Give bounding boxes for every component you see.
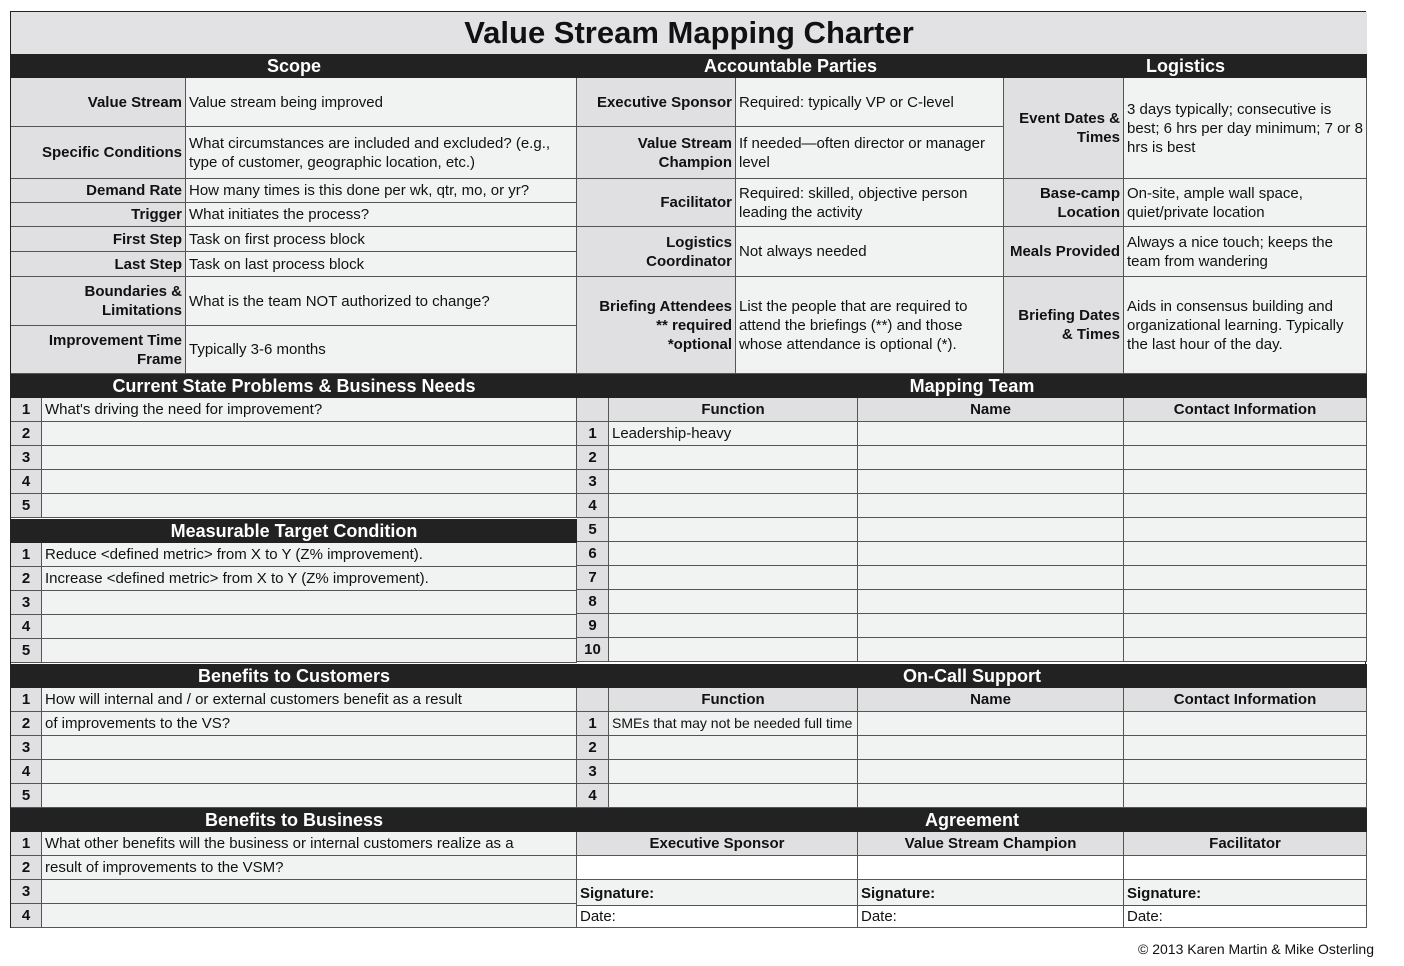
- on-call-function[interactable]: [609, 760, 858, 784]
- problems-number: 1: [11, 398, 42, 422]
- scope-label: Improvement Time Frame: [11, 326, 186, 374]
- target-row[interactable]: Increase <defined metric> from X to Y (Z% improvement).: [42, 567, 577, 591]
- scope-label: Value Stream: [11, 78, 186, 127]
- charter-sheet: [10, 11, 1366, 928]
- agreement-blank[interactable]: [577, 856, 858, 880]
- mapping-team-number: 2: [577, 446, 609, 470]
- accountable-label-line: ** required: [656, 316, 732, 334]
- logistics-value[interactable]: 3 days typically; consecutive is best; 6 hrs per day minimum; 7 or 8 hrs is best: [1124, 78, 1367, 179]
- mapping-team-name[interactable]: [858, 566, 1124, 590]
- page-title: Value Stream Mapping Charter: [11, 12, 1367, 54]
- mapping-team-corner: [577, 398, 609, 422]
- on-call-function[interactable]: SMEs that may not be needed full time: [609, 712, 858, 736]
- mapping-team-name[interactable]: [858, 614, 1124, 638]
- target-number: 4: [11, 615, 42, 639]
- agreement-role: Executive Sponsor: [577, 832, 858, 856]
- mapping-team-contact[interactable]: [1124, 422, 1367, 446]
- mapping-team-function[interactable]: [609, 542, 858, 566]
- accountable-value[interactable]: List the people that are required to attend the briefings (**) and those whose attendance is optional (*).: [736, 277, 1004, 374]
- mapping-team-function[interactable]: [609, 494, 858, 518]
- logistics-value[interactable]: Aids in consensus building and organizational learning. Typically the last hour of the day.: [1124, 277, 1367, 374]
- customers-number: 2: [11, 712, 42, 736]
- problems-number: 3: [11, 446, 42, 470]
- target-row[interactable]: Reduce <defined metric> from X to Y (Z% improvement).: [42, 543, 577, 567]
- target-number: 3: [11, 591, 42, 615]
- section-problems: Current State Problems & Business Needs: [11, 374, 577, 398]
- on-call-col-contact: Contact Information: [1124, 688, 1367, 712]
- scope-value[interactable]: What circumstances are included and excluded? (e.g., type of customer, geographic location, etc.): [186, 127, 577, 179]
- section-mapping-team: Mapping Team: [577, 374, 1367, 398]
- accountable-label: Facilitator: [577, 179, 736, 227]
- mapping-team-number: 6: [577, 542, 609, 566]
- problems-row[interactable]: [42, 446, 577, 470]
- scope-value[interactable]: What initiates the process?: [186, 203, 577, 227]
- section-scope: Scope: [11, 54, 577, 78]
- scope-value[interactable]: Task on last process block: [186, 252, 577, 277]
- scope-label: Boundaries & Limitations: [11, 277, 186, 326]
- mapping-team-function[interactable]: [609, 638, 858, 662]
- scope-label: Last Step: [11, 252, 186, 277]
- customers-row[interactable]: How will internal and / or external customers benefit as a result: [42, 688, 577, 712]
- accountable-label: Logistics Coordinator: [577, 227, 736, 277]
- accountable-value[interactable]: Required: typically VP or C-level: [736, 78, 1004, 127]
- business-row[interactable]: What other benefits will the business or internal customers realize as a: [42, 832, 577, 856]
- mapping-team-number: 10: [577, 638, 609, 662]
- business-row[interactable]: result of improvements to the VSM?: [42, 856, 577, 880]
- mapping-team-contact[interactable]: [1124, 494, 1367, 518]
- mapping-team-contact[interactable]: [1124, 518, 1367, 542]
- mapping-team-contact[interactable]: [1124, 542, 1367, 566]
- mapping-team-contact[interactable]: [1124, 470, 1367, 494]
- on-call-contact[interactable]: [1124, 736, 1367, 760]
- scope-value[interactable]: What is the team NOT authorized to change?: [186, 277, 577, 326]
- business-number: 3: [11, 880, 42, 904]
- mapping-team-function[interactable]: Leadership-heavy: [609, 422, 858, 446]
- accountable-value[interactable]: Not always needed: [736, 227, 1004, 277]
- scope-value[interactable]: Task on first process block: [186, 227, 577, 252]
- logistics-label: Event Dates & Times: [1004, 78, 1124, 179]
- section-on-call: On-Call Support: [577, 664, 1367, 688]
- customers-row[interactable]: of improvements to the VS?: [42, 712, 577, 736]
- problems-number: 5: [11, 494, 42, 518]
- logistics-label: Base-camp Location: [1004, 179, 1124, 227]
- mapping-team-contact[interactable]: [1124, 566, 1367, 590]
- accountable-value[interactable]: Required: skilled, objective person leading the activity: [736, 179, 1004, 227]
- target-number: 1: [11, 543, 42, 567]
- on-call-contact[interactable]: [1124, 712, 1367, 736]
- mapping-team-number: 7: [577, 566, 609, 590]
- accountable-label: Executive Sponsor: [577, 78, 736, 127]
- date-field[interactable]: Date:: [577, 906, 858, 928]
- mapping-team-col-name: Name: [858, 398, 1124, 422]
- business-number: 1: [11, 832, 42, 856]
- mapping-team-col-function: Function: [609, 398, 858, 422]
- signature-field[interactable]: Signature:: [1124, 880, 1367, 906]
- mapping-team-number: 9: [577, 614, 609, 638]
- customers-number: 4: [11, 760, 42, 784]
- on-call-function[interactable]: [609, 784, 858, 808]
- accountable-label: Value Stream Champion: [577, 127, 736, 179]
- target-row[interactable]: [42, 615, 577, 639]
- mapping-team-function[interactable]: [609, 470, 858, 494]
- mapping-team-name[interactable]: [858, 590, 1124, 614]
- date-field[interactable]: Date:: [858, 906, 1124, 928]
- scope-value[interactable]: How many times is this done per wk, qtr, mo, or yr?: [186, 179, 577, 203]
- on-call-number: 1: [577, 712, 609, 736]
- business-number: 2: [11, 856, 42, 880]
- signature-field[interactable]: Signature:: [858, 880, 1124, 906]
- mapping-team-name[interactable]: [858, 494, 1124, 518]
- mapping-team-name[interactable]: [858, 422, 1124, 446]
- agreement-role: Facilitator: [1124, 832, 1367, 856]
- agreement-blank[interactable]: [858, 856, 1124, 880]
- mapping-team-number: 5: [577, 518, 609, 542]
- problems-row[interactable]: [42, 470, 577, 494]
- scope-label: First Step: [11, 227, 186, 252]
- logistics-label: Briefing Dates & Times: [1004, 277, 1124, 374]
- customers-number: 3: [11, 736, 42, 760]
- mapping-team-name[interactable]: [858, 446, 1124, 470]
- mapping-team-contact[interactable]: [1124, 638, 1367, 662]
- logistics-value[interactable]: On-site, ample wall space, quiet/private location: [1124, 179, 1367, 227]
- mapping-team-function[interactable]: [609, 614, 858, 638]
- mapping-team-function[interactable]: [609, 566, 858, 590]
- logistics-label: Meals Provided: [1004, 227, 1124, 277]
- mapping-team-name[interactable]: [858, 518, 1124, 542]
- customers-row[interactable]: [42, 784, 577, 808]
- on-call-contact[interactable]: [1124, 784, 1367, 808]
- mapping-team-number: 1: [577, 422, 609, 446]
- customers-number: 5: [11, 784, 42, 808]
- section-business: Benefits to Business: [11, 808, 577, 832]
- target-number: 2: [11, 567, 42, 591]
- on-call-col-function: Function: [609, 688, 858, 712]
- on-call-name[interactable]: [858, 712, 1124, 736]
- on-call-col-name: Name: [858, 688, 1124, 712]
- date-field[interactable]: Date:: [1124, 906, 1367, 928]
- mapping-team-number: 8: [577, 590, 609, 614]
- scope-value[interactable]: Value stream being improved: [186, 78, 577, 127]
- problems-row[interactable]: [42, 422, 577, 446]
- agreement-role: Value Stream Champion: [858, 832, 1124, 856]
- copyright: © 2013 Karen Martin & Mike Osterling: [1138, 941, 1374, 957]
- signature-field[interactable]: Signature:: [577, 880, 858, 906]
- agreement-blank[interactable]: [1124, 856, 1367, 880]
- on-call-number: 4: [577, 784, 609, 808]
- customers-row[interactable]: [42, 760, 577, 784]
- problems-number: 4: [11, 470, 42, 494]
- mapping-team-contact[interactable]: [1124, 614, 1367, 638]
- on-call-function[interactable]: [609, 736, 858, 760]
- accountable-label: [577, 277, 736, 374]
- section-customers: Benefits to Customers: [11, 664, 577, 688]
- accountable-label-line: *optional: [667, 335, 732, 353]
- scope-value[interactable]: Typically 3-6 months: [186, 326, 577, 374]
- target-row[interactable]: [42, 591, 577, 615]
- customers-number: 1: [11, 688, 42, 712]
- scope-label: Demand Rate: [11, 179, 186, 203]
- on-call-corner: [577, 688, 609, 712]
- on-call-number: 2: [577, 736, 609, 760]
- mapping-team-number: 3: [577, 470, 609, 494]
- mapping-team-contact[interactable]: [1124, 590, 1367, 614]
- on-call-name[interactable]: [858, 784, 1124, 808]
- section-logistics: Logistics: [1004, 54, 1367, 78]
- mapping-team-number: 4: [577, 494, 609, 518]
- problems-row[interactable]: [42, 494, 577, 518]
- on-call-contact[interactable]: [1124, 760, 1367, 784]
- mapping-team-function[interactable]: [609, 518, 858, 542]
- business-row[interactable]: [42, 904, 577, 928]
- mapping-team-function[interactable]: [609, 590, 858, 614]
- section-target: Measurable Target Condition: [11, 519, 577, 543]
- target-number: 5: [11, 639, 42, 663]
- target-row[interactable]: [42, 639, 577, 663]
- mapping-team-contact[interactable]: [1124, 446, 1367, 470]
- on-call-name[interactable]: [858, 760, 1124, 784]
- problems-row[interactable]: What's driving the need for improvement?: [42, 398, 577, 422]
- mapping-team-name[interactable]: [858, 470, 1124, 494]
- logistics-value[interactable]: Always a nice touch; keeps the team from wandering: [1124, 227, 1367, 277]
- on-call-name[interactable]: [858, 736, 1124, 760]
- section-accountable: Accountable Parties: [577, 54, 1004, 78]
- business-number: 4: [11, 904, 42, 928]
- mapping-team-name[interactable]: [858, 638, 1124, 662]
- section-agreement: Agreement: [577, 808, 1367, 832]
- mapping-team-name[interactable]: [858, 542, 1124, 566]
- scope-label: Trigger: [11, 203, 186, 227]
- mapping-team-col-contact: Contact Information: [1124, 398, 1367, 422]
- business-row[interactable]: [42, 880, 577, 904]
- on-call-number: 3: [577, 760, 609, 784]
- accountable-label-line: Briefing Attendees: [599, 297, 732, 315]
- mapping-team-function[interactable]: [609, 446, 858, 470]
- problems-number: 2: [11, 422, 42, 446]
- accountable-value[interactable]: If needed—often director or manager level: [736, 127, 1004, 179]
- customers-row[interactable]: [42, 736, 577, 760]
- scope-label: Specific Conditions: [11, 127, 186, 179]
